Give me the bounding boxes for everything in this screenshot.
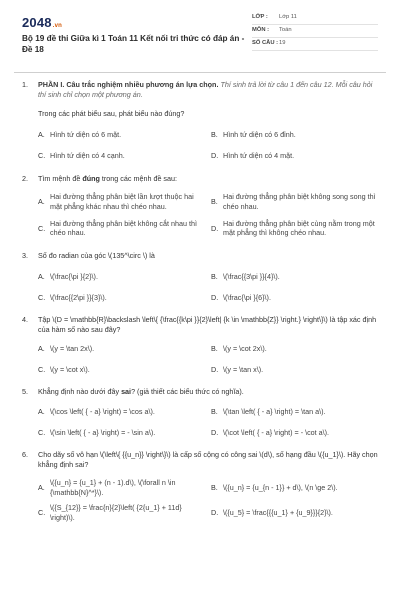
- meta-key: SỐ CÂU :: [252, 40, 279, 47]
- meta-key: MÔN :: [252, 27, 270, 34]
- option-c[interactable]: C. \(y = \cot x\).: [38, 364, 90, 374]
- option-d[interactable]: D. Hai đường thẳng phân biệt cùng nằm trong một mặt phẳng thì không chéo nhau.: [211, 218, 375, 238]
- question-2: [22, 174, 378, 239]
- header-divider: [14, 72, 386, 73]
- section-title: PHẦN I. Câu trắc nghiệm nhiều phương án lựa chọn.: [38, 80, 219, 89]
- meta-info: [252, 12, 378, 51]
- question-6: [22, 450, 378, 522]
- option-c[interactable]: C. Hình tứ diện có 4 cạnh.: [38, 150, 125, 160]
- section-heading: [38, 80, 378, 99]
- question-number: 4.: [22, 315, 28, 325]
- question-number: 5.: [22, 387, 28, 397]
- question-number: 1.: [22, 80, 28, 89]
- meta-value: Lớp 11: [279, 14, 297, 21]
- option-a[interactable]: A. Hình tứ diện có 6 mặt.: [38, 130, 122, 140]
- answer-options: [38, 130, 378, 160]
- option-b[interactable]: B. \(\frac{{3\pi }}{4}\).: [211, 271, 280, 281]
- option-a[interactable]: A. \(y = \tan 2x\).: [38, 343, 95, 353]
- option-d[interactable]: D. \({u_5} = \frac{{{u_1} + {u_9}}}{2}\).: [211, 508, 333, 518]
- question-4: [22, 315, 378, 374]
- option-d[interactable]: D. \(\frac{\pi }{6}\).: [211, 292, 271, 302]
- question-3: [22, 251, 378, 302]
- answer-options: [38, 407, 378, 437]
- option-b[interactable]: B. \({u_n} = {u_{n - 1}} + d\), \(n \ge 2\).: [211, 482, 338, 492]
- option-a[interactable]: A. \(\cos \left( { - a} \right) = \cos a\).: [38, 406, 155, 416]
- option-b[interactable]: B. \(y = \cot 2x\).: [211, 343, 267, 353]
- option-d[interactable]: D. \(\cot \left( { - a} \right) = - \cot a\).: [211, 427, 330, 437]
- option-c[interactable]: C. Hai đường thẳng phân biệt không cắt nhau thì chéo nhau.: [38, 218, 197, 238]
- question-5: [22, 387, 378, 437]
- answer-options: [38, 192, 378, 238]
- meta-row-class: [252, 12, 378, 25]
- option-b[interactable]: B. Hai đường thẳng phân biệt không song song thì chéo nhau.: [211, 192, 376, 212]
- question-1: [22, 80, 378, 161]
- question-list: [22, 80, 378, 523]
- answer-options: [38, 272, 378, 302]
- question-number: 6.: [22, 450, 28, 460]
- meta-value: Toán: [279, 27, 292, 34]
- meta-row-question-count: [252, 38, 378, 51]
- option-a[interactable]: A. Hai đường thẳng phân biệt lần lượt thuộc hai mặt phẳng khác nhau thì chéo nhau.: [38, 192, 194, 212]
- option-c[interactable]: C. \(\sin \left( { - a} \right) = - \sin a\).: [38, 427, 156, 437]
- question-text: Số đo radian của góc \(135^\circ \) là: [38, 251, 155, 261]
- option-d[interactable]: D. Hình tứ diện có 4 mặt.: [211, 150, 295, 160]
- option-a[interactable]: A. \({u_n} = {u_1} + (n - 1).d\), \(\forall n \in {\mathbb{N}^*}\).: [38, 477, 176, 497]
- question-text: Tập \(D = \mathbb{R}\backslash \left\{ {\frac{{k\pi }}{2}\left| {k \in \mathbb{Z}} \right.} \right\}\) là tập xác định của hàm số nào sau đây?: [38, 315, 377, 335]
- answer-options: [38, 478, 378, 523]
- question-text: Trong các phát biểu sau, phát biểu nào đúng?: [38, 109, 185, 119]
- question-text: Khẳng định nào dưới đây sai? (giả thiết các biểu thức có nghĩa).: [38, 387, 244, 397]
- site-logo[interactable]: 2048.vn: [22, 15, 63, 30]
- answer-options: [38, 344, 378, 374]
- option-b[interactable]: B. \(\tan \left( { - a} \right) = \tan a\).: [211, 406, 326, 416]
- meta-key: LỚP :: [252, 14, 268, 21]
- meta-row-subject: [252, 25, 378, 38]
- option-b[interactable]: B. Hình tứ diện có 6 đỉnh.: [211, 130, 296, 140]
- option-a[interactable]: A. \(\frac{\pi }{2}\).: [38, 271, 98, 281]
- option-d[interactable]: D. \(y = \tan x\).: [211, 364, 264, 374]
- question-number: 2.: [22, 173, 28, 183]
- question-number: 3.: [22, 251, 28, 261]
- option-c[interactable]: C. \(\frac{{2\pi }}{3}\).: [38, 292, 107, 302]
- option-c[interactable]: C. \({S_{12}} = \frac{n}{2}\left( {2{u_1} + 11d} \right)\).: [38, 503, 182, 522]
- question-text: Tìm mệnh đề đúng trong các mệnh đề sau:: [38, 173, 178, 183]
- section-instruction: Thí sinh trả lời từ câu 1 đến câu 12. Mỗi câu hỏi thí sinh chỉ chọn một phương án.: [38, 80, 373, 99]
- document-title: Bộ 19 đề thi Giữa kì 1 Toán 11 Kết nối tri thức có đáp án - Đề 18: [22, 34, 245, 54]
- document-header: [22, 12, 378, 64]
- question-text: Cho dãy số vô hạn \(\left\{ {{u_n}} \right\}\) là cấp số cộng có công sai \(d\), số hạng đầu \({u_1}\). Hãy chọn khẳng định sai?: [38, 450, 378, 470]
- meta-value: 19: [279, 40, 286, 47]
